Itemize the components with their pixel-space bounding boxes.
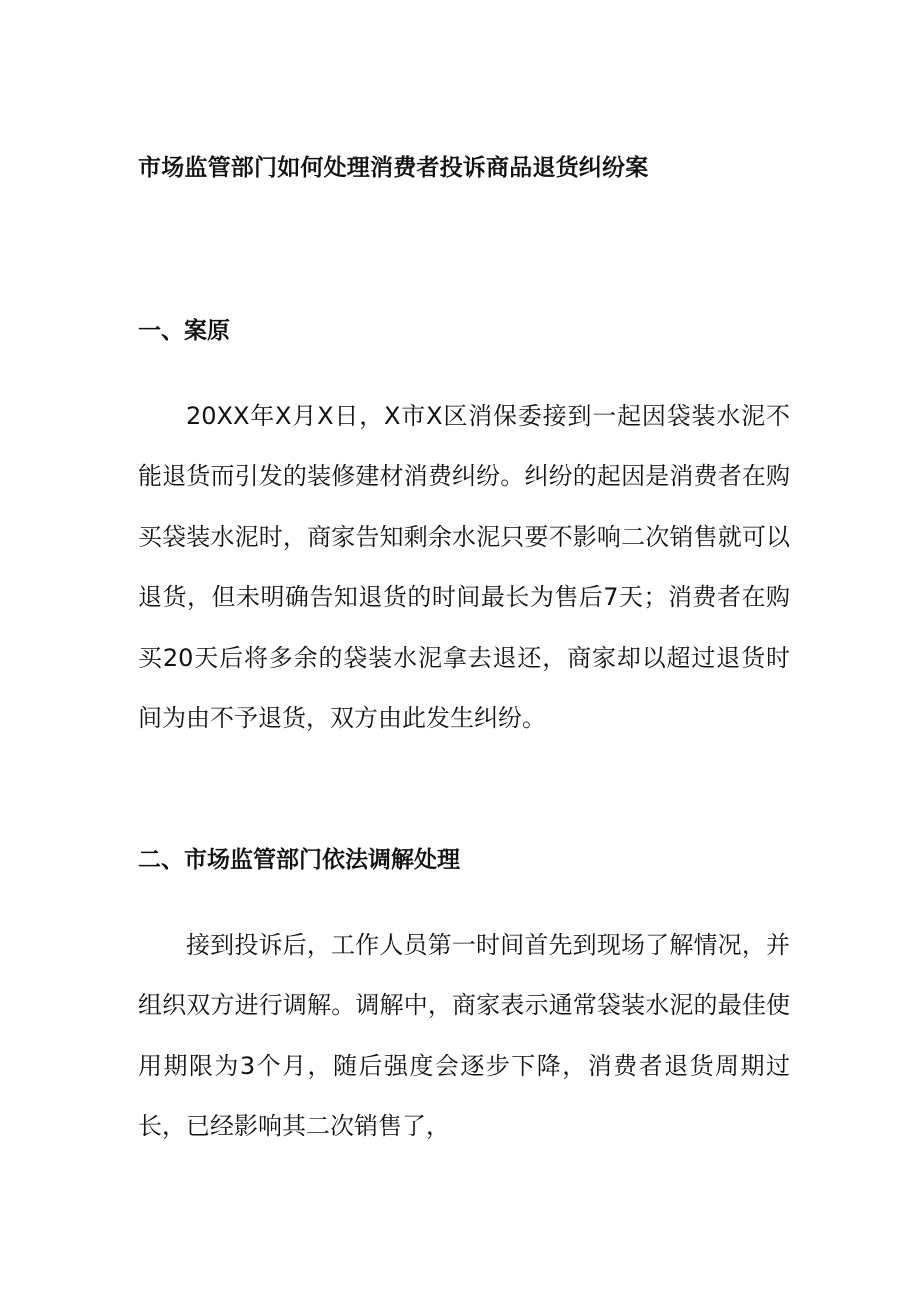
section-heading-case-origin: 一、案原 <box>138 318 230 344</box>
section-heading-mediation: 二、市场监管部门依法调解处理 <box>138 847 460 873</box>
document-title: 市场监管部门如何处理消费者投诉商品退货纠纷案 <box>138 155 649 181</box>
paragraph-mediation: 接到投诉后，工作人员第一时间首先到现场了解情况，并组织双方进行调解。调解中，商家表示通常袋装水泥的最佳使用期限为3个月，随后强度会逐步下降，消费者退货周期过长，已经影响其二次销售了， <box>138 931 790 1141</box>
paragraph-case-origin: 20XX年X月X日，X市X区消保委接到一起因袋装水泥不能退货而引发的装修建材消费纠纷。纠纷的起因是消费者在购买袋装水泥时，商家告知剩余水泥只要不影响二次销售就可以退货，但未明确告知退货的时间最长为售后7天；消费者在购买20天后将多余的袋装水泥拿去退还，商家却以超过退货时间为由不予退货，双方由此发生纠纷。 <box>138 402 790 733</box>
